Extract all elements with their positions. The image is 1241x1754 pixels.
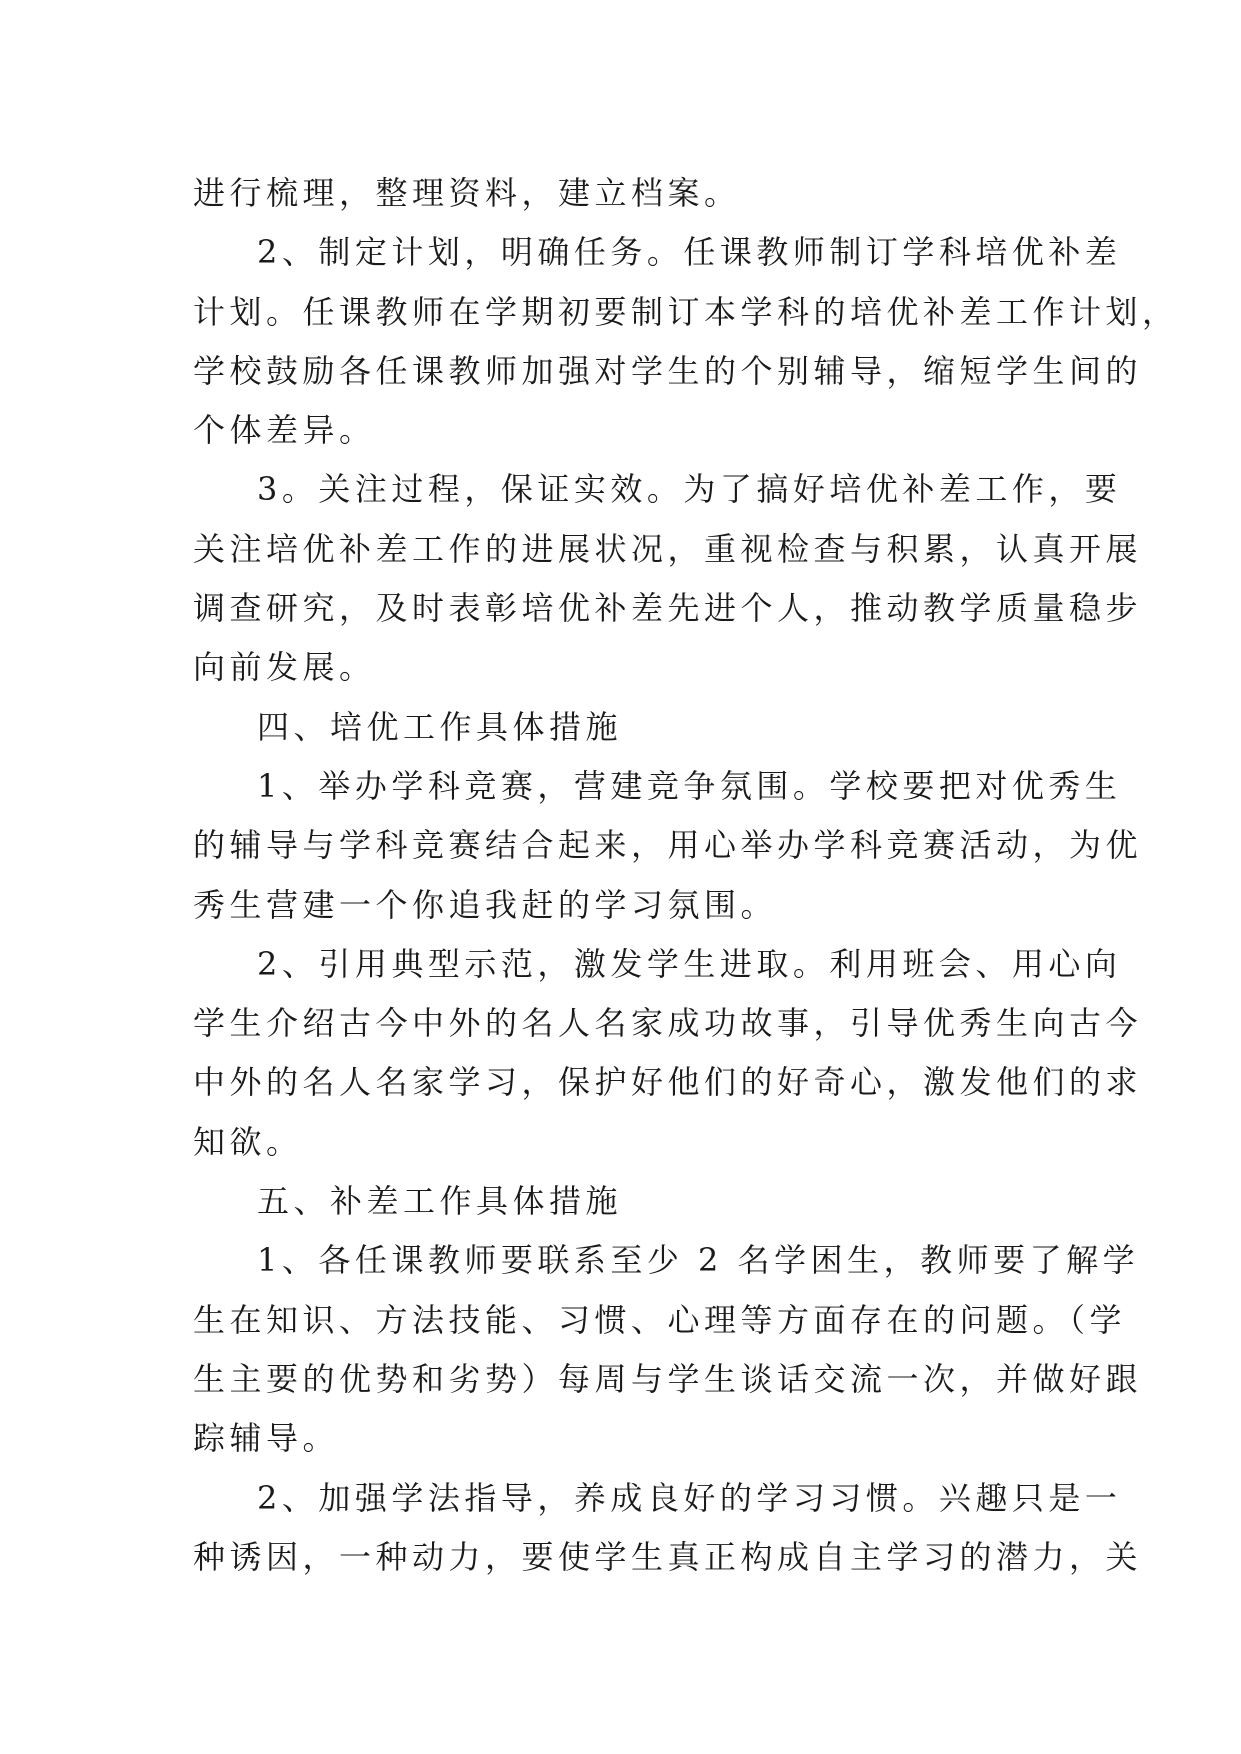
text-line: 知欲。 — [193, 1122, 303, 1161]
document-body — [193, 164, 1179, 1587]
text-line: 学生介绍古今中外的名人名家成功故事，引导优秀生向古今 — [193, 1004, 1143, 1043]
text-line: 3。关注过程，保证实效。为了搞好培优补差工作，要 — [257, 470, 1122, 509]
text-line: 五、补差工作具体措施 — [257, 1182, 623, 1221]
text-line: 种诱因，一种动力，要使学生真正构成自主学习的潜力，关 — [193, 1537, 1143, 1576]
text-line: 2、加强学法指导，养成良好的学习习惯。兴趣只是一 — [257, 1478, 1122, 1517]
text-line: 1、各任课教师要联系至少 2 名学困生，教师要了解学 — [257, 1241, 1140, 1280]
text-line: 生在知识、方法技能、习惯、心理等方面存在的问题。（学 — [193, 1300, 1127, 1339]
text-line: 进行梳理，整理资料，建立档案。 — [193, 174, 741, 212]
text-line: 2、引用典型示范，激发学生进取。利用班会、用心向 — [257, 944, 1122, 983]
text-line: 计划。任课教师在学期初要制订本学科的培优补差工作计划， — [193, 292, 1179, 331]
text-line: 四、培优工作具体措施 — [257, 707, 623, 746]
text-line: 调查研究，及时表彰培优补差先进个人，推动教学质量稳步 — [193, 589, 1143, 628]
text-line: 向前发展。 — [193, 648, 376, 687]
text-line: 秀生营建一个你追我赶的学习氛围。 — [193, 885, 778, 924]
text-line: 个体差异。 — [193, 411, 376, 450]
text-line: 关注培优补差工作的进展状况，重视检查与积累，认真开展 — [193, 529, 1143, 568]
text-line: 生主要的优势和劣势）每周与学生谈话交流一次，并做好跟 — [193, 1359, 1143, 1398]
text-line: 学校鼓励各任课教师加强对学生的个别辅导，缩短学生间的 — [193, 351, 1143, 390]
text-line: 1、举办学科竞赛，营建竞争氛围。学校要把对优秀生 — [257, 766, 1122, 805]
text-line: 2、制定计划，明确任务。任课教师制订学科培优补差 — [257, 233, 1122, 272]
text-line: 中外的名人名家学习，保护好他们的好奇心，激发他们的求 — [193, 1063, 1143, 1102]
text-line: 的辅导与学科竞赛结合起来，用心举办学科竞赛活动，为优 — [193, 826, 1143, 865]
text-line: 踪辅导。 — [193, 1419, 340, 1458]
